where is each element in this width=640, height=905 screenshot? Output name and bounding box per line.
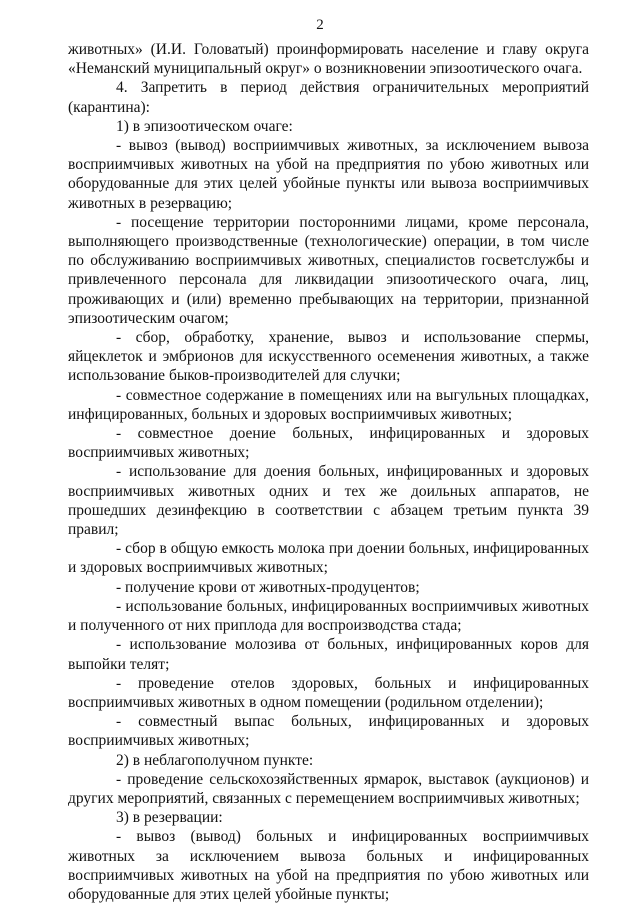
list-item: - проведение сельскохозяйственных ярмарок, выставок (аукционов) и других мероприятий, связанных с перемещением восприимчивых животных; xyxy=(68,770,589,807)
list-item: - получение крови от животных-продуцентов; xyxy=(116,578,420,596)
list-item: - использование для доения больных, инфицированных и здоровых восприимчивых животных одних и тех же доильных аппаратов, не прошедших дезинфекцию в соответствии с абзацем третьим пункта 39 правил; xyxy=(68,463,589,539)
document-body xyxy=(68,40,589,904)
list-item: - совместное содержание в помещениях или на выгульных площадках, инфицированных, больных и здоровых восприимчивых животных; xyxy=(68,386,589,423)
list-item: - проведение отелов здоровых, больных и инфицированных восприимчивых животных в одном помещении (родильном отделении); xyxy=(68,674,589,711)
list-item: - посещение территории посторонними лицами, кроме персонала, выполняющего производственные (технологические) операции, в том числе по обслуживанию восприимчивых животных, специалистов госветслужбы и привлеченного персонала для ликвидации эпизоотического очага, лиц, проживающих и (или) временно пребывающих на территории, признанной эпизоотическим очагом; xyxy=(68,213,589,327)
page-number: 2 xyxy=(316,17,324,33)
list-item: - совместное доение больных, инфицированных и здоровых восприимчивых животных; xyxy=(68,425,589,462)
list-item: - сбор, обработку, хранение, вывоз и использование спермы, яйцеклеток и эмбрионов для искусственного осеменения животных, а также использование быков-производителей для случки; xyxy=(68,329,589,385)
list-item: - использование больных, инфицированных восприимчивых животных и полученного от них приплода для воспроизводства стада; xyxy=(68,597,589,635)
list-item: - вывоз (вывод) восприимчивых животных, за исключением вывоза восприимчивых животных на убой на предприятия по убою животных или оборудованные для этих целей убойные пункты или вывоза восприимчивых животных в резервацию; xyxy=(68,137,589,212)
list-item: - сбор в общую емкость молока при доении больных, инфицированных и здоровых восприимчивых животных; xyxy=(68,540,589,577)
subsection-heading-2: 2) в неблагополучном пункте: xyxy=(116,751,314,769)
subsection-heading-3: 3) в резервации: xyxy=(116,809,223,827)
paragraph-continuation: животных» (И.И. Головатый) проинформировать население и главу округа «Неманский муниципальный округ» о возникновении эпизоотического очага. xyxy=(68,41,589,78)
list-item: - совместный выпас больных, инфицированных и здоровых восприимчивых животных; xyxy=(68,713,589,750)
paragraph-item-4: 4. Запретить в период действия ограничительных мероприятий (карантина): xyxy=(68,79,589,116)
list-item: - вывоз (вывод) больных и инфицированных восприимчивых животных за исключением вывоза больных и инфицированных восприимчивых животных на убой на предприятия по убою животных или оборудованные для этих целей убойные пункты; xyxy=(68,828,589,903)
subsection-heading-1: 1) в эпизоотическом очаге: xyxy=(116,117,293,135)
list-item: - использование молозива от больных, инфицированных коров для выпойки телят; xyxy=(68,636,589,673)
